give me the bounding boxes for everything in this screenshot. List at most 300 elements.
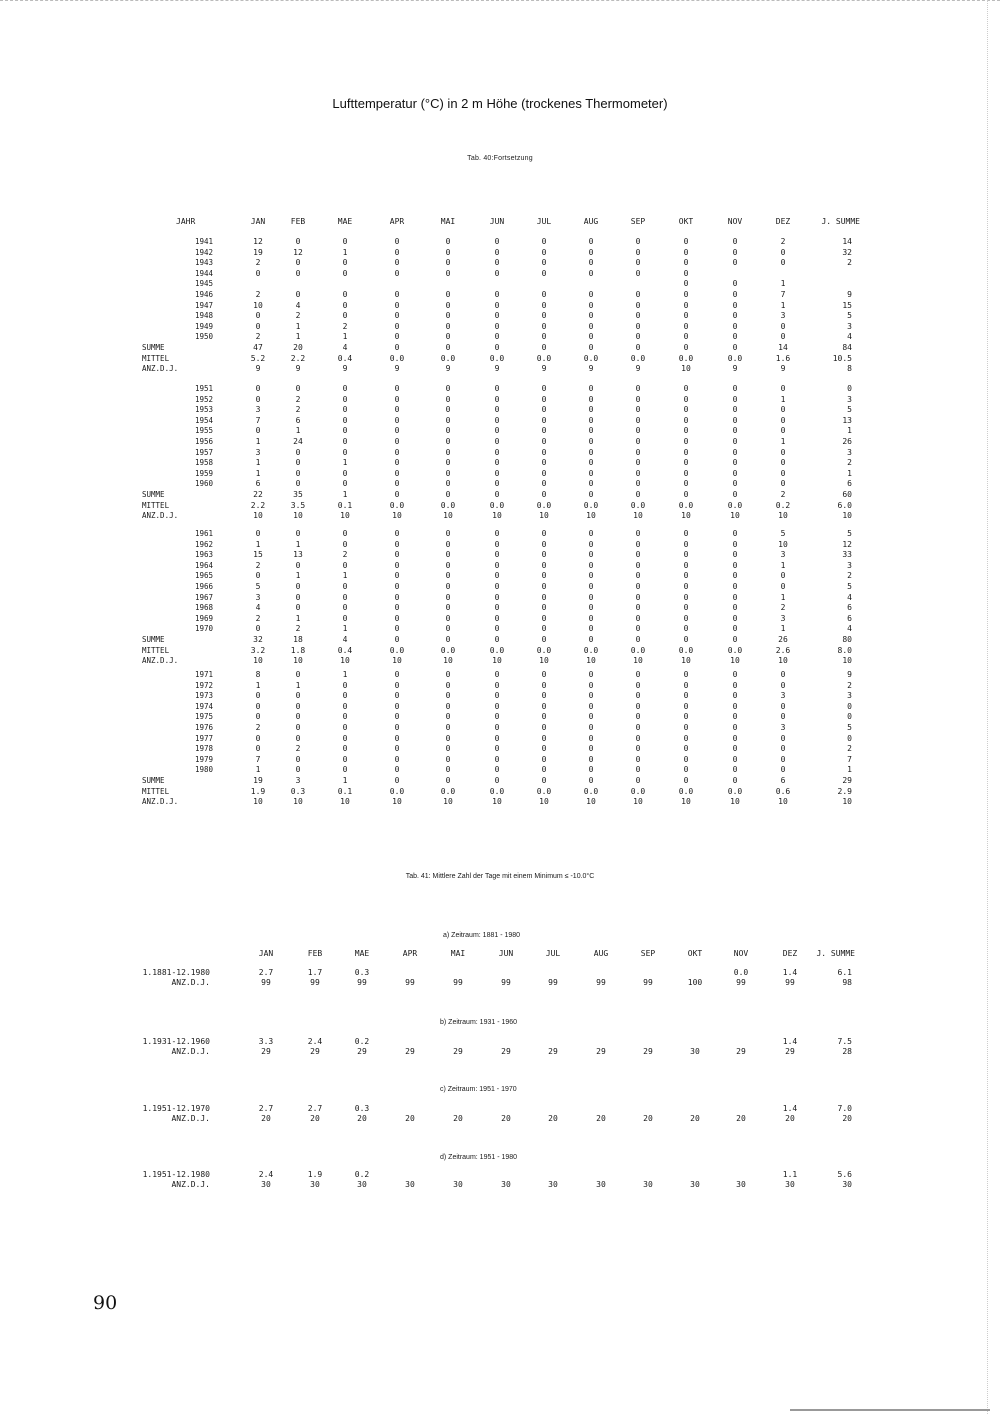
table-cell: 0	[445, 744, 451, 754]
table-cell: 0	[635, 447, 641, 457]
year-label: 1946	[194, 290, 213, 299]
table-cell: 0	[494, 701, 500, 711]
table-cell: 0	[445, 394, 451, 404]
table-cell: 0	[445, 613, 451, 623]
table-cell: 0	[445, 754, 451, 764]
row-label-summe: SUMME	[142, 343, 165, 352]
year-label: 1950	[194, 332, 213, 342]
table-cell: 0	[295, 691, 301, 701]
table-cell: 0	[635, 754, 641, 764]
mittel-cell: 0.1	[337, 786, 353, 796]
table-cell: 0	[541, 290, 547, 299]
tab41-anz-cell: 20	[785, 1114, 795, 1123]
table-cell: 0	[494, 691, 500, 701]
table-cell: 0	[732, 258, 738, 268]
tab41-anz-cell: 30	[310, 1180, 320, 1189]
table-cell: 3	[255, 447, 261, 457]
table-cell: 0	[635, 744, 641, 754]
mittel-cell: 0.0	[630, 353, 646, 363]
anz-cell: 10	[253, 511, 263, 521]
table-cell: 0	[635, 426, 641, 436]
table-cell: 0	[394, 479, 400, 489]
tab41-anz-cell: 20	[453, 1114, 463, 1123]
anz-cell: 10	[730, 797, 740, 807]
table-cell: 0	[342, 765, 348, 775]
table-cell: 0	[588, 468, 594, 478]
table-cell: 0	[588, 394, 594, 404]
table-cell: 0	[541, 332, 547, 342]
anz-cell: 10	[778, 656, 788, 666]
table-cell: 0	[255, 624, 261, 634]
table-cell: 0	[494, 311, 500, 321]
table-cell: 0	[732, 691, 738, 701]
table-cell: 1	[342, 332, 348, 342]
table-cell: 0	[588, 384, 594, 393]
year-label: 1941	[194, 237, 213, 246]
table-cell: 0	[732, 479, 738, 489]
tab41-value-cell: 1.1	[782, 1170, 798, 1179]
tab41-value-cell: 2.7	[258, 968, 274, 977]
table-cell: 0	[635, 237, 641, 246]
year-label: 1972	[194, 680, 213, 690]
tab41-anz-cell: 29	[643, 1047, 653, 1056]
table-cell: 0	[494, 247, 500, 257]
anz-cell: 9	[588, 364, 594, 374]
table-cell: 0	[342, 754, 348, 764]
tab41-anz-cell: 99	[261, 978, 271, 987]
anz-cell: 10	[730, 511, 740, 521]
table-cell: 0	[683, 550, 689, 560]
table-cell: 0	[445, 582, 451, 591]
row-label-summe: SUMME	[142, 490, 165, 499]
table-cell: 3	[780, 723, 786, 732]
table-cell: 0	[445, 321, 451, 331]
table-cell: 0	[732, 311, 738, 321]
table-cell: 2	[255, 290, 261, 299]
table-cell: 0	[683, 458, 689, 468]
table-cell: 0	[494, 394, 500, 404]
table-cell: 0	[780, 258, 786, 268]
summe-cell: 0	[494, 343, 500, 352]
table-cell: 3	[780, 613, 786, 623]
anz-cell: 10	[539, 797, 549, 807]
anz-cell: 10	[842, 511, 852, 521]
table-cell: 0	[780, 321, 786, 331]
table-cell: 0	[732, 300, 738, 310]
table-cell: 0	[494, 712, 500, 722]
table-cell: 2	[295, 405, 301, 415]
tab40-header-col-4: APR	[389, 217, 405, 226]
year-label: 1957	[194, 447, 213, 457]
table-cell: 0	[780, 479, 786, 489]
tab41-header-col-13: J. SUMME	[816, 949, 855, 958]
anz-cell: 10	[842, 797, 852, 807]
table-cell: 0	[494, 624, 500, 634]
table-cell: 0	[780, 701, 786, 711]
table-cell: 0	[732, 754, 738, 764]
summe-cell: 1	[342, 776, 348, 785]
table-cell: 0	[445, 701, 451, 711]
summe-cell: 35	[293, 490, 303, 499]
table-cell: 0	[635, 332, 641, 342]
tab41-anz-cell: 29	[785, 1047, 795, 1056]
year-label: 1978	[194, 744, 213, 754]
table-cell: 0	[732, 733, 738, 743]
table-cell: 0	[494, 415, 500, 425]
table-cell: 0	[635, 712, 641, 722]
table-cell: 0	[732, 723, 738, 732]
year-label: 1942	[194, 247, 213, 257]
table-cell: 0	[683, 701, 689, 711]
table-cell: 0	[394, 247, 400, 257]
table-cell: 2	[847, 571, 852, 581]
table-cell: 0	[295, 765, 301, 775]
summe-cell: 0	[732, 490, 738, 499]
table-cell: 2	[847, 680, 852, 690]
table-cell: 0	[295, 670, 301, 679]
anz-label: ANZ.D.J.	[171, 1180, 210, 1189]
table-cell: 12	[293, 247, 303, 257]
mittel-cell: 3.5	[290, 500, 306, 510]
table-cell: 0	[445, 712, 451, 722]
table-cell: 0	[394, 426, 400, 436]
tab41-anz-cell: 20	[736, 1114, 746, 1123]
table-cell: 0	[683, 613, 689, 623]
table-cell: 0	[683, 582, 689, 591]
table-cell: 3	[847, 394, 852, 404]
table-cell: 0	[541, 458, 547, 468]
summe-cell: 4	[342, 343, 348, 352]
tab40-header-col-12: DEZ	[775, 217, 791, 226]
table-cell: 0	[394, 394, 400, 404]
table-cell: 0	[588, 268, 594, 278]
table-cell: 0	[732, 394, 738, 404]
table-cell: 0	[635, 268, 641, 278]
page-title: Lufttemperatur (°C) in 2 m Höhe (trockenes Thermometer)	[332, 96, 668, 111]
mittel-cell: 0.0	[678, 645, 694, 655]
year-label: 1958	[194, 458, 213, 468]
tab41-anz-cell: 20	[548, 1114, 558, 1123]
table-cell: 0	[541, 426, 547, 436]
summe-cell: 0	[635, 490, 641, 499]
year-label: 1956	[194, 437, 213, 446]
anz-cell: 10	[586, 797, 596, 807]
zeitraum-label: d) Zeitraum: 1951 - 1980	[440, 1154, 518, 1161]
table-cell: 0	[732, 384, 738, 393]
table-cell: 0	[445, 691, 451, 701]
table-cell: 0	[588, 582, 594, 591]
table-cell: 0	[445, 680, 451, 690]
table-cell: 3	[780, 691, 786, 701]
tab41-anz-cell: 20	[501, 1114, 511, 1123]
table-cell: 0	[295, 237, 301, 246]
anz-cell: 10	[681, 797, 691, 807]
table-cell: 6	[847, 613, 852, 623]
table-cell: 0	[494, 458, 500, 468]
table-cell: 1	[780, 279, 786, 289]
table-cell: 0	[635, 691, 641, 701]
table-cell: 0	[732, 744, 738, 754]
table-cell: 0	[295, 529, 301, 538]
tab41-anz-cell: 99	[548, 978, 558, 987]
table-cell: 0	[494, 468, 500, 478]
summe-cell: 0	[445, 776, 451, 785]
table-cell: 0	[541, 691, 547, 701]
table-cell: 0	[342, 258, 348, 268]
tab41-anz-cell: 29	[261, 1047, 271, 1056]
table-cell: 0	[445, 765, 451, 775]
table-cell: 1	[780, 437, 786, 446]
tab41-header-col-5: MAI	[450, 949, 466, 958]
table-cell: 7	[847, 754, 852, 764]
table-cell: 0	[732, 237, 738, 246]
tab41-anz-cell: 20	[643, 1114, 653, 1123]
year-label: 1980	[194, 765, 213, 775]
anz-cell: 10	[539, 511, 549, 521]
tab41-value-cell: 2.7	[258, 1104, 274, 1113]
mittel-cell: 0.1	[337, 500, 353, 510]
table-cell: 0	[780, 744, 786, 754]
table-cell: 0	[394, 691, 400, 701]
table-cell: 0	[732, 247, 738, 257]
mittel-cell: 0.0	[678, 353, 694, 363]
summe-cell: 0	[588, 635, 594, 644]
table-cell: 19	[253, 247, 263, 257]
table-cell: 0	[541, 405, 547, 415]
table-cell: 4	[847, 592, 852, 602]
tab41-anz-cell: 29	[357, 1047, 367, 1056]
table-cell: 0	[394, 592, 400, 602]
table-cell: 0	[342, 384, 348, 393]
table-cell: 0	[394, 765, 400, 775]
table-cell: 0	[494, 582, 500, 591]
table-cell: 3	[255, 592, 261, 602]
table-cell: 0	[847, 701, 852, 711]
summe-cell: 0	[635, 776, 641, 785]
tab41-header-col-10: OKT	[687, 949, 703, 958]
year-label: 1945	[194, 279, 213, 289]
tab41-anz-cell: 29	[310, 1047, 320, 1056]
table-cell: 0	[732, 680, 738, 690]
table-cell: 0	[255, 571, 261, 581]
table-cell: 0	[683, 571, 689, 581]
summe-cell: 0	[494, 776, 500, 785]
mittel-cell: 0.3	[290, 786, 306, 796]
table-cell: 2	[847, 744, 852, 754]
table-cell: 0	[780, 384, 786, 393]
table-cell: 0	[588, 479, 594, 489]
table-cell: 0	[683, 247, 689, 257]
table-cell: 0	[342, 311, 348, 321]
table-cell: 0	[588, 539, 594, 549]
table-cell: 0	[445, 603, 451, 613]
table-cell: 0	[588, 550, 594, 560]
mittel-cell: 0.0	[583, 500, 599, 510]
table-cell: 0	[295, 592, 301, 602]
mittel-cell: 0.0	[489, 500, 505, 510]
summe-cell: 0	[635, 343, 641, 352]
table-cell: 0	[541, 733, 547, 743]
year-label: 1965	[194, 571, 213, 581]
table-cell: 0	[780, 754, 786, 764]
table-cell: 0	[732, 437, 738, 446]
table-cell: 1	[255, 680, 261, 690]
table-cell: 12	[842, 539, 852, 549]
table-cell: 0	[635, 290, 641, 299]
tab41-anz-cell: 20	[405, 1114, 415, 1123]
table-cell: 0	[295, 733, 301, 743]
tab41-value-cell: 1.9	[307, 1170, 323, 1179]
table-cell: 0	[683, 258, 689, 268]
anz-cell: 10	[443, 511, 453, 521]
table-cell: 0	[342, 701, 348, 711]
table-cell: 0	[683, 479, 689, 489]
tab41-value-cell: 0.0	[733, 968, 749, 977]
table-cell: 0	[295, 384, 301, 393]
table-cell: 0	[541, 321, 547, 331]
table-cell: 0	[683, 311, 689, 321]
table-cell: 5	[847, 582, 852, 591]
anz-cell: 10	[586, 511, 596, 521]
anz-label: ANZ.D.J.	[171, 978, 210, 987]
table-cell: 1	[295, 426, 301, 436]
table-cell: 0	[445, 332, 451, 342]
table-cell: 0	[342, 479, 348, 489]
table-cell: 0	[635, 560, 641, 570]
table-cell: 0	[342, 415, 348, 425]
summe-cell: 0	[683, 635, 689, 644]
table-cell: 3	[847, 321, 852, 331]
table-cell: 1	[342, 247, 348, 257]
table-cell: 1	[780, 624, 786, 634]
mittel-cell: 3.2	[250, 645, 266, 655]
table-cell: 0	[394, 405, 400, 415]
summe-cell: 6	[780, 776, 786, 785]
table-cell: 1	[342, 624, 348, 634]
table-cell: 3	[847, 560, 852, 570]
table-cell: 0	[394, 539, 400, 549]
table-cell: 0	[394, 529, 400, 538]
table-cell: 0	[445, 247, 451, 257]
summe-cell: 0	[541, 776, 547, 785]
tab40-header-col-8: AUG	[583, 217, 599, 226]
table-cell: 0	[732, 529, 738, 538]
table-cell: 3	[780, 550, 786, 560]
anz-cell: 9	[494, 364, 500, 374]
year-label: 1974	[194, 701, 213, 711]
table-cell: 0	[445, 437, 451, 446]
table-cell: 0	[683, 394, 689, 404]
table-cell: 0	[683, 733, 689, 743]
table-cell: 0	[494, 447, 500, 457]
table-cell: 0	[635, 613, 641, 623]
table-cell: 0	[541, 670, 547, 679]
table-cell: 0	[494, 603, 500, 613]
anz-cell: 10	[681, 511, 691, 521]
table-cell: 0	[541, 701, 547, 711]
table-cell: 0	[255, 733, 261, 743]
table-cell: 0	[295, 712, 301, 722]
summe-cell: 22	[253, 490, 263, 499]
table-cell: 0	[394, 447, 400, 457]
table-cell: 0	[494, 560, 500, 570]
anz-cell: 9	[445, 364, 451, 374]
anz-cell: 9	[635, 364, 641, 374]
table-cell: 0	[342, 603, 348, 613]
table-cell: 0	[732, 582, 738, 591]
table-cell: 0	[541, 415, 547, 425]
table-cell: 0	[588, 733, 594, 743]
top-scan-edge	[0, 0, 1000, 3]
table-cell: 0	[342, 405, 348, 415]
table-cell: 26	[842, 437, 852, 446]
right-scan-edge	[986, 0, 988, 1414]
summe-cell: 2	[780, 490, 786, 499]
anz-cell: 10	[492, 797, 502, 807]
mittel-cell: 2.2	[290, 353, 306, 363]
table-cell: 0	[780, 447, 786, 457]
mittel-cell: 2.6	[775, 645, 791, 655]
table-cell: 10	[778, 539, 788, 549]
table-cell: 0	[541, 394, 547, 404]
table-cell: 0	[588, 754, 594, 764]
table-cell: 0	[683, 447, 689, 457]
mittel-cell: 0.0	[440, 500, 456, 510]
table-cell: 0	[445, 237, 451, 246]
table-cell: 0	[588, 560, 594, 570]
table-cell: 0	[635, 582, 641, 591]
table-cell: 0	[394, 624, 400, 634]
table-cell: 0	[394, 550, 400, 560]
tab41-anz-cell: 30	[736, 1180, 746, 1189]
tab41-anz-cell: 29	[736, 1047, 746, 1056]
tab41-header-col-3: MAE	[354, 949, 370, 958]
table-cell: 0	[541, 571, 547, 581]
anz-cell: 10	[633, 511, 643, 521]
tab41-header-col-6: JUN	[498, 949, 514, 958]
table-cell: 2	[255, 332, 261, 342]
table-cell: 0	[780, 582, 786, 591]
table-cell: 0	[635, 405, 641, 415]
table-cell: 0	[588, 680, 594, 690]
tab41-header-col-4: APR	[402, 949, 418, 958]
year-label: 1962	[194, 539, 213, 549]
anz-cell: 9	[255, 364, 261, 374]
tab40-caption: Tab. 40:Fortsetzung	[467, 155, 533, 162]
table-cell: 0	[588, 712, 594, 722]
year-label: 1966	[194, 582, 213, 591]
mittel-cell: 0.4	[337, 353, 353, 363]
table-cell: 2	[295, 311, 301, 321]
tab41-anz-cell: 30	[785, 1180, 795, 1189]
table-cell: 0	[494, 405, 500, 415]
table-cell: 0	[635, 321, 641, 331]
summe-cell: 0	[588, 490, 594, 499]
row-label-mittel: MITTEL	[142, 786, 170, 796]
table-cell: 0	[588, 691, 594, 701]
row-label-anz: ANZ.D.J.	[142, 797, 179, 807]
table-cell: 0	[445, 723, 451, 732]
table-cell: 0	[780, 415, 786, 425]
anz-cell: 10	[492, 511, 502, 521]
table-cell: 0	[732, 701, 738, 711]
table-cell: 0	[541, 680, 547, 690]
table-cell: 0	[588, 332, 594, 342]
table-cell: 6	[847, 479, 852, 489]
mittel-cell: 0.0	[489, 353, 505, 363]
zeitraum-label: c) Zeitraum: 1951 - 1970	[440, 1086, 517, 1093]
table-cell: 0	[780, 468, 786, 478]
